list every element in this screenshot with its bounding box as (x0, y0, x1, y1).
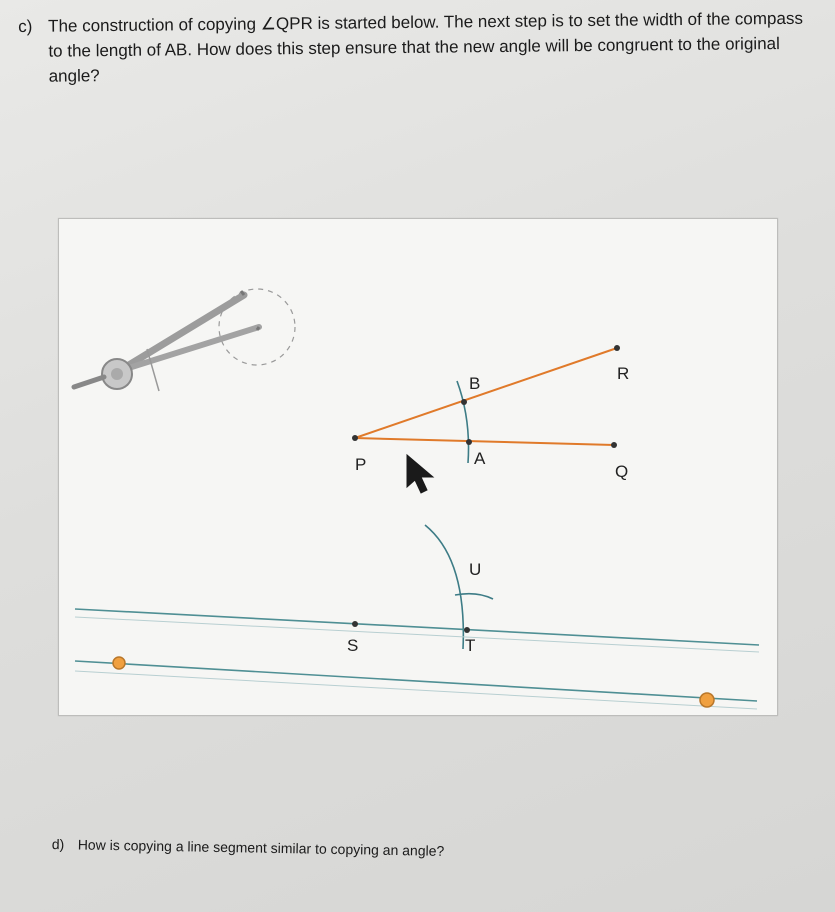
slider-line-upper[interactable] (75, 609, 759, 645)
point-p[interactable] (352, 435, 358, 441)
mouse-cursor-icon (407, 455, 433, 493)
label-s: S (347, 636, 359, 655)
question-d (52, 832, 552, 866)
question-c-label: c) (18, 16, 33, 36)
slider-handle-icon[interactable] (700, 693, 714, 707)
point-b[interactable] (461, 399, 467, 405)
arc-ab (457, 381, 469, 463)
construction-canvas (59, 219, 777, 715)
label-r: R (617, 364, 630, 383)
construction-figure (58, 218, 778, 716)
point-s[interactable] (352, 621, 358, 627)
point-r[interactable] (614, 345, 620, 351)
label-p: P (355, 455, 367, 474)
compass-tool-icon[interactable] (74, 289, 295, 391)
label-t: T (465, 636, 476, 655)
label-b: B (469, 374, 481, 393)
point-t[interactable] (464, 627, 470, 633)
ray-pr (355, 348, 617, 438)
label-u: U (469, 560, 482, 579)
label-a: A (474, 449, 486, 468)
slider-line-lower-shadow (75, 671, 757, 709)
slider-line-lower[interactable] (75, 661, 757, 701)
point-q[interactable] (611, 442, 617, 448)
point-a[interactable] (466, 439, 472, 445)
arc-copy-large (425, 525, 463, 649)
label-q: Q (615, 462, 629, 481)
question-c (18, 6, 809, 89)
question-d-label: d) (51, 835, 65, 853)
slider-line-upper-shadow (75, 617, 759, 652)
question-d-text: How is copying a line segment similar to copying an angle? (77, 836, 445, 859)
ray-pq (355, 438, 614, 445)
slider-handle-icon[interactable] (113, 657, 125, 669)
question-c-text: The construction of copying ∠QPR is started below. The next step is to set the width of the compass to the length of AB. How does this step ensure that the new angle will be congruent to the original angle? (48, 8, 803, 86)
